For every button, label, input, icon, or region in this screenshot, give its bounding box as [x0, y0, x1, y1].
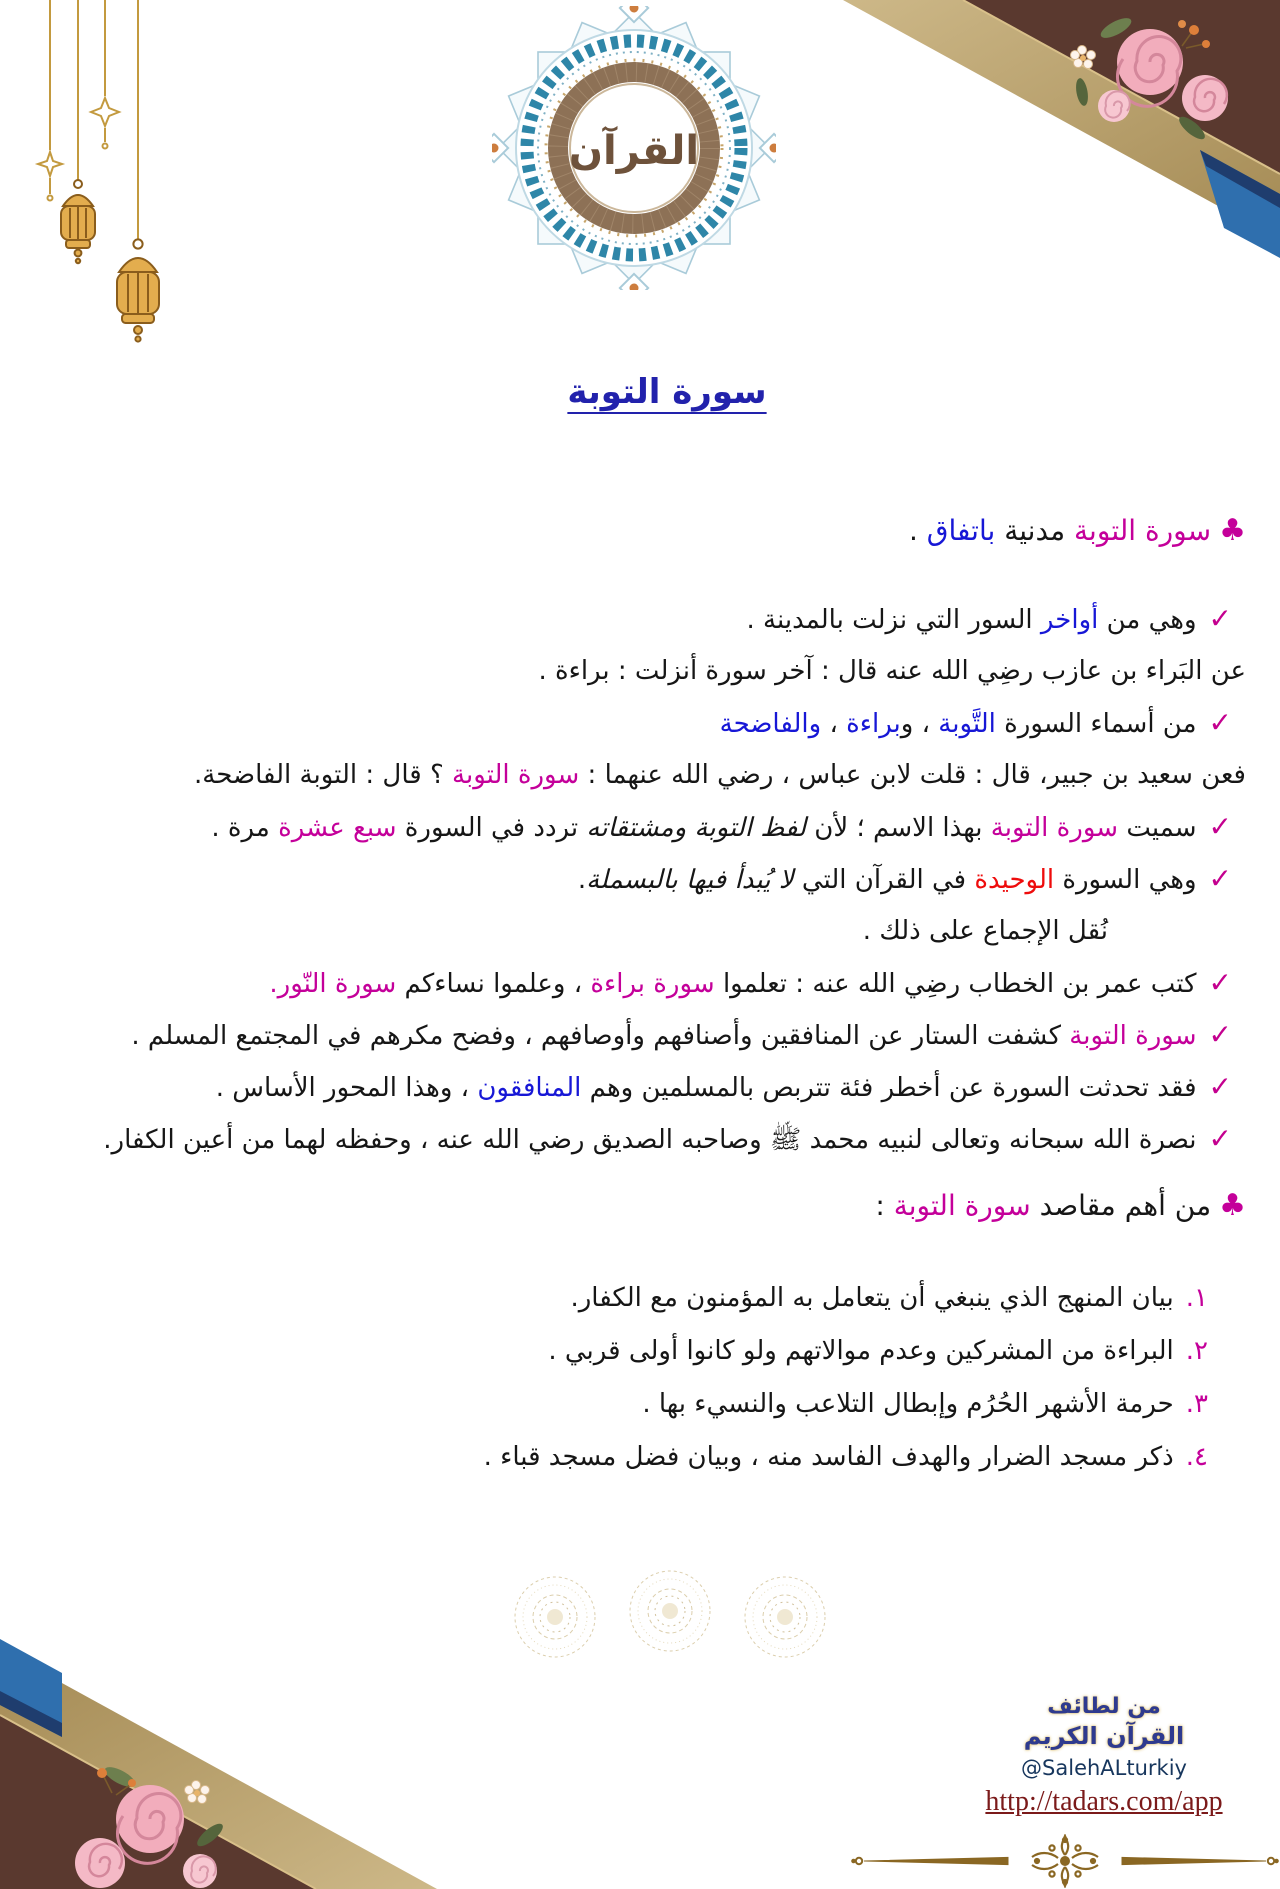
- logo-calligraphy: القرآن: [568, 128, 700, 174]
- check-line: [6, 1061, 1258, 1113]
- item-number: ١.: [1185, 1283, 1208, 1313]
- sub-line: [6, 905, 1258, 957]
- check-icon: ✓: [1208, 602, 1232, 635]
- quran-logo: [492, 6, 776, 290]
- social-handle: @SalehALturkiy: [1021, 1756, 1187, 1780]
- line-text: فعن سعيد بن جبير، قال : قلت لابن عباس ، رضي الله عنهما : سورة التوبة ؟ قال : التوبة الفاضحة.: [194, 760, 1246, 790]
- footer-tagline-line1: من لطائف: [1047, 1694, 1161, 1719]
- item-number: ٤.: [1185, 1442, 1208, 1472]
- footer: [964, 1692, 1244, 1818]
- check-icon: ✓: [1208, 966, 1232, 999]
- item-text: حرمة الأشهر الحُرُم وإبطال التلاعب والنسيء بها .: [642, 1389, 1174, 1419]
- purposes-heading: [10, 1180, 1258, 1232]
- item-text: ذكر مسجد الضرار والهدف الفاسد منه ، وبيان فضل مسجد قباء .: [483, 1442, 1174, 1472]
- divider-flourish: [1032, 1836, 1098, 1886]
- lanterns-decoration: [0, 0, 220, 360]
- lantern-icon: [117, 239, 159, 341]
- check-line: [6, 697, 1258, 749]
- numbered-item: [10, 1378, 1208, 1431]
- line-text: وهي السورة الوحيدة في القرآن التي لا يُبدأ فيها بالبسملة.: [577, 865, 1197, 895]
- footer-ornaments: [505, 1567, 835, 1663]
- line-text: وهي من أواخر السور التي نزلت بالمدينة .: [746, 605, 1197, 635]
- item-number: ٢.: [1185, 1336, 1208, 1366]
- check-line: [6, 1009, 1258, 1061]
- line-text: كتب عمر بن الخطاب رضِي الله عنه : تعلموا سورة براءة ، وعلموا نساءكم سورة النّور.: [269, 969, 1197, 999]
- lantern-icon: [61, 180, 95, 263]
- line-text: فقد تحدثت السورة عن أخطر فئة تتربص بالمسلمين وهم المنافقون ، وهذا المحور الأساس .: [215, 1073, 1197, 1103]
- item-text: البراءة من المشركين وعدم موالاتهم ولو كانوا أولى قربي .: [548, 1336, 1174, 1366]
- line-text: سميت سورة التوبة بهذا الاسم ؛ لأن لفظ التوبة ومشتقاته تردد في السورة سبع عشرة مرة .: [211, 813, 1197, 843]
- club-bullet-icon: ♣: [1219, 1188, 1246, 1223]
- line-text: نُقل الإجماع على ذلك .: [862, 916, 1108, 946]
- check-icon: ✓: [1208, 706, 1232, 739]
- item-number: ٣.: [1185, 1389, 1208, 1419]
- check-line: [6, 853, 1258, 905]
- line-text: عن البَراء بن عازب رضِي الله عنه قال : آخر سورة أنزلت : براءة .: [538, 656, 1246, 686]
- check-icon: ✓: [1208, 1070, 1232, 1103]
- check-line: [6, 1113, 1258, 1165]
- line-text: سورة التوبة كشفت الستار عن المنافقين وأصنافهم وأوصافهم ، وفضح مكرهم في المجتمع المسلم .: [131, 1021, 1197, 1051]
- check-icon: ✓: [1208, 810, 1232, 843]
- check-line: [6, 593, 1258, 645]
- numbered-item: [10, 1325, 1208, 1378]
- line-text: من أسماء السورة التَّوبة ، وبراءة ، والفاضحة: [719, 709, 1197, 739]
- purposes-list: [10, 1272, 1208, 1484]
- check-icon: ✓: [1208, 862, 1232, 895]
- app-url-link[interactable]: http://tadars.com/app: [985, 1786, 1223, 1817]
- club-bullet-icon: ♣: [1219, 513, 1246, 548]
- check-icon: ✓: [1208, 1122, 1232, 1155]
- corner-decoration-top-right: [820, 0, 1280, 262]
- page-title: سورة التوبة: [567, 372, 767, 412]
- check-icon: ✓: [1208, 1018, 1232, 1051]
- check-line: [6, 957, 1258, 1009]
- ornamental-divider: [850, 1834, 1280, 1888]
- heading-text: من أهم مقاصد سورة التوبة :: [875, 1189, 1212, 1222]
- intro-line: [10, 505, 1258, 557]
- sub-line: [6, 645, 1258, 697]
- bullet-list: [6, 593, 1258, 1165]
- check-line: [6, 801, 1258, 853]
- numbered-item: [10, 1272, 1208, 1325]
- footer-tagline-line2: القرآن الكريم: [1023, 1722, 1185, 1750]
- corner-decoration-bottom-left: [0, 1627, 460, 1889]
- item-text: بيان المنهج الذي ينبغي أن يتعامل به المؤمنون مع الكفار.: [570, 1283, 1174, 1313]
- numbered-item: [10, 1431, 1208, 1484]
- line-text: نصرة الله سبحانه وتعالى لنبيه محمد ﷺ وصاحبه الصديق رضي الله عنه ، وحفظه لهما من أعين الكفار.: [103, 1125, 1197, 1155]
- sub-line: [6, 749, 1258, 801]
- intro-text: سورة التوبة مدنية باتفاق .: [908, 514, 1212, 547]
